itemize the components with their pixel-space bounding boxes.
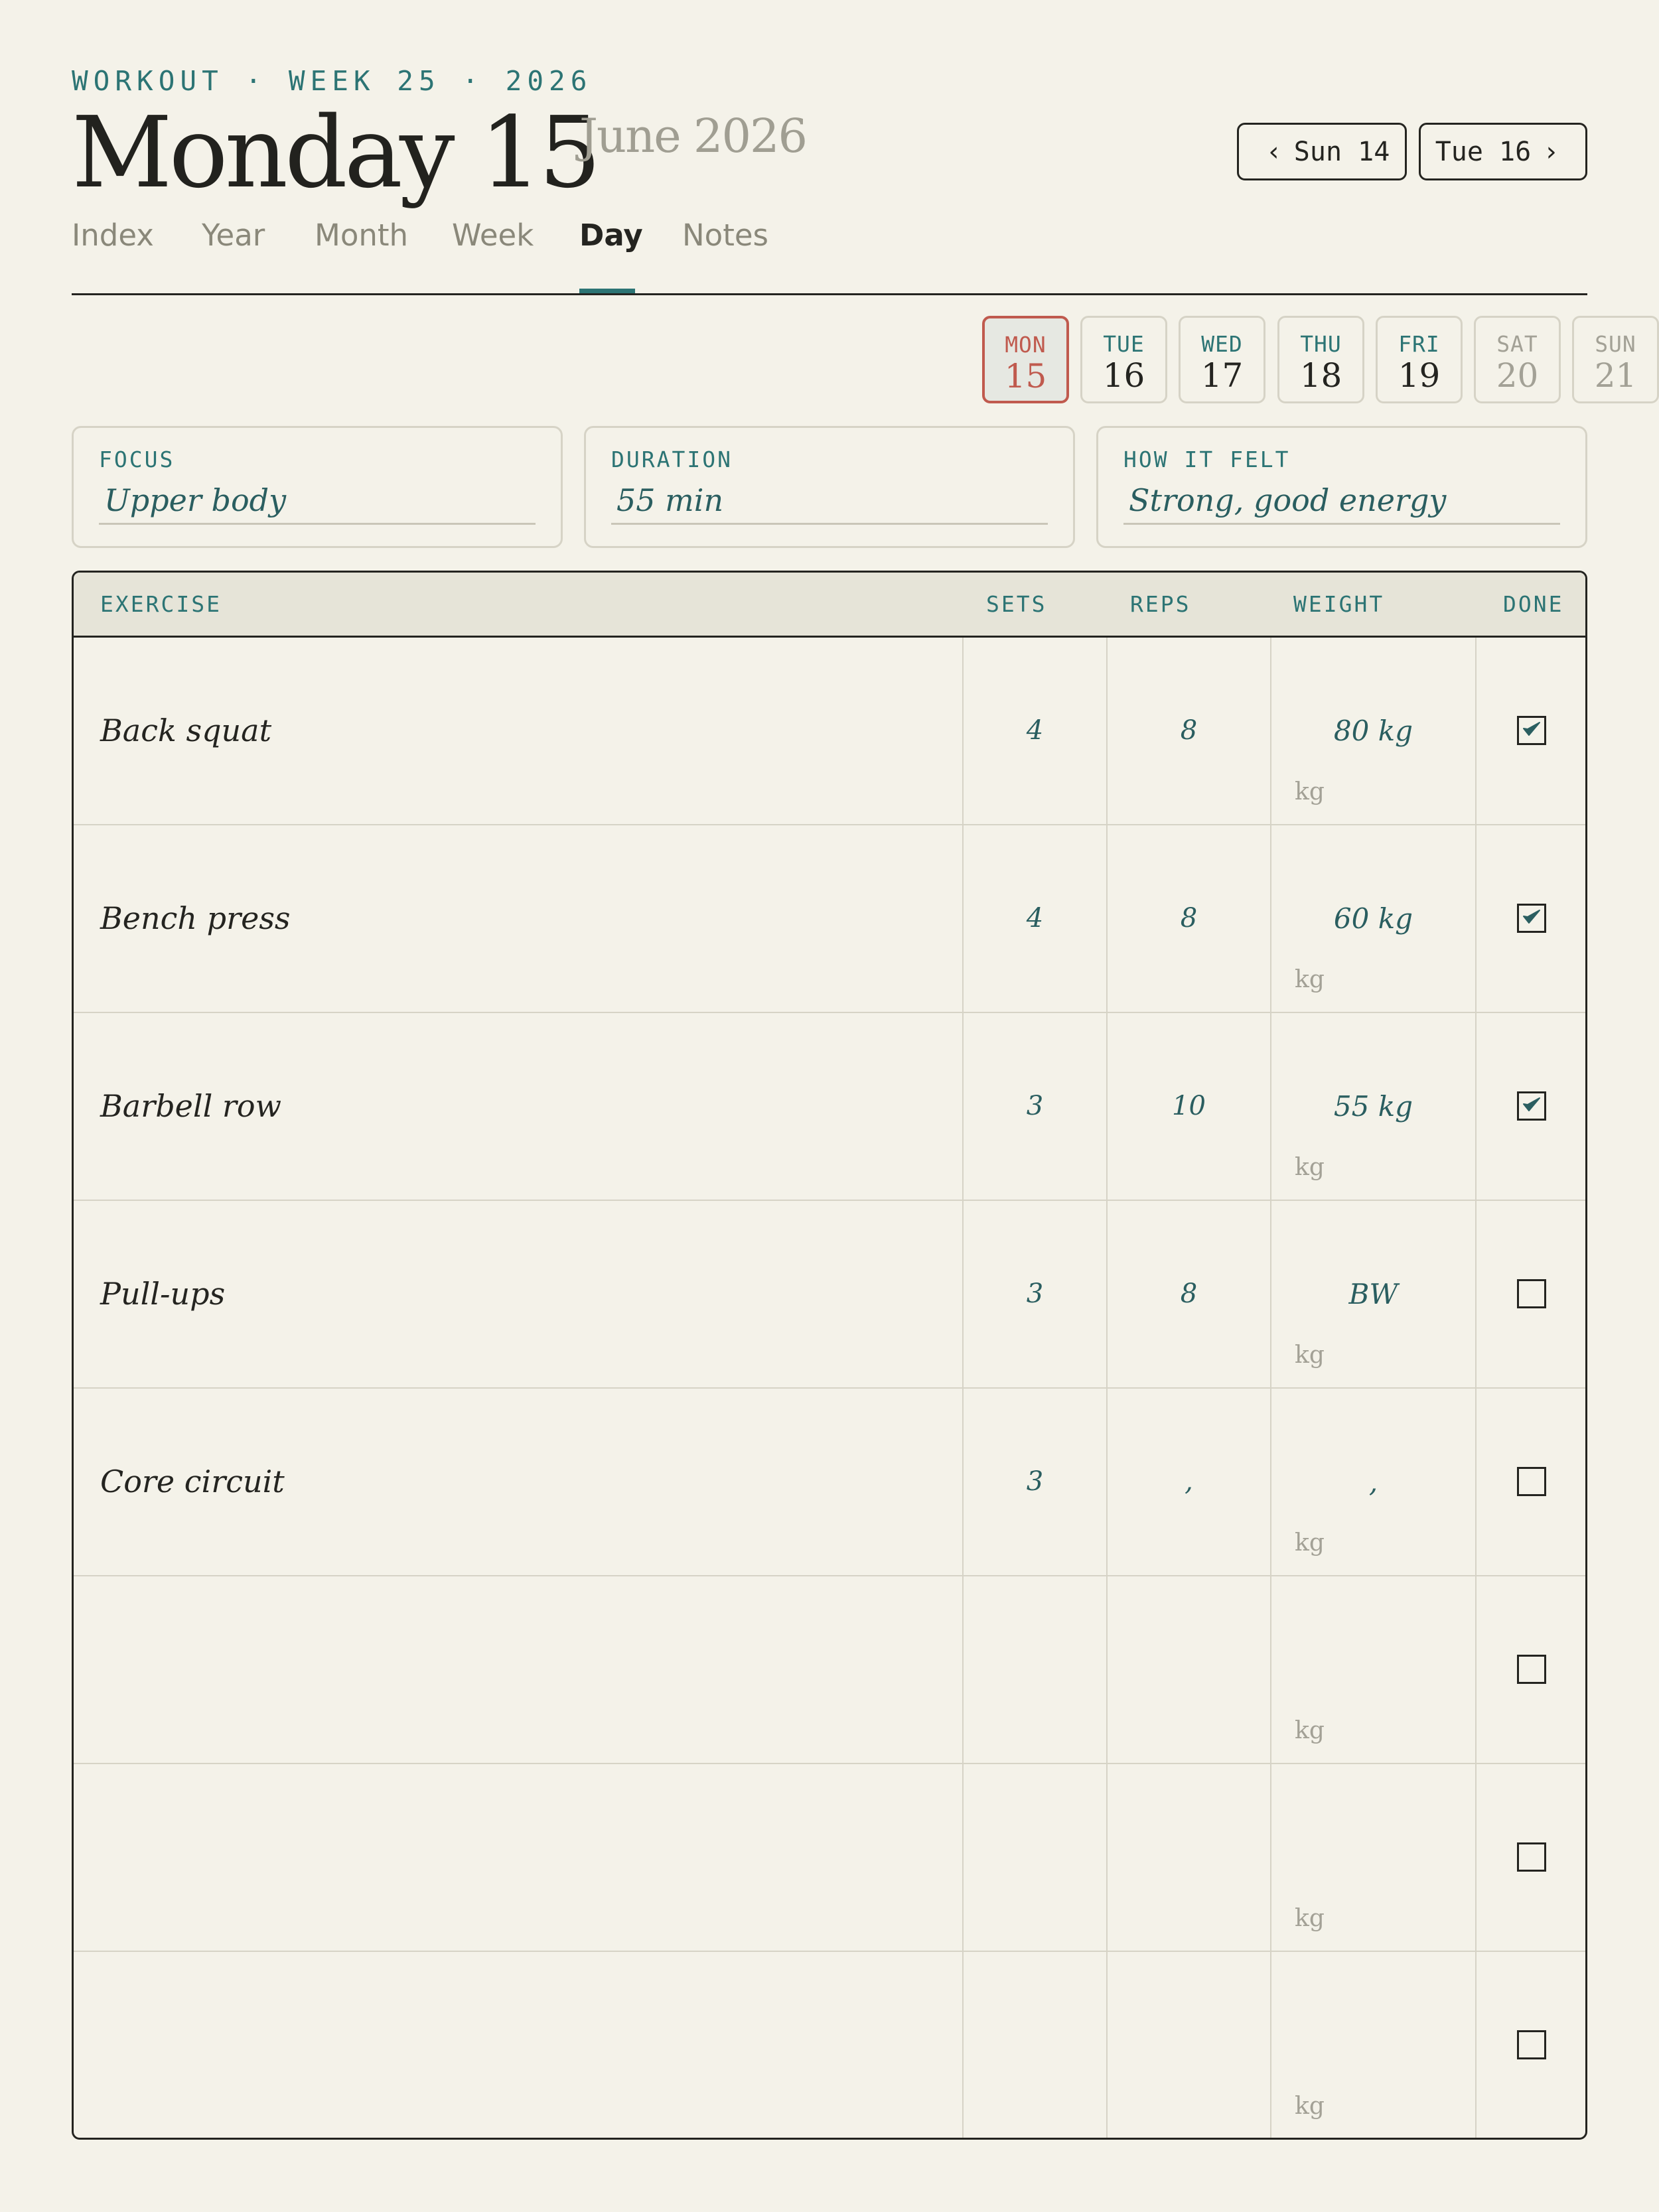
exercise-cell[interactable]: Pull-ups [100, 1276, 226, 1312]
exercise-table [72, 571, 1587, 2140]
done-checkbox-checked[interactable] [1517, 716, 1546, 745]
week-day-label: FRI [1398, 331, 1440, 357]
week-day-number: 15 [1004, 357, 1047, 395]
exercise-cell[interactable]: Bench press [100, 900, 291, 936]
focus-card [72, 426, 563, 548]
table-row [74, 1764, 1585, 1952]
week-day-label: THU [1300, 331, 1342, 357]
feeling-field[interactable]: Strong, good energy [1123, 482, 1560, 525]
header-exercise: EXERCISE [100, 591, 222, 617]
duration-card [584, 426, 1075, 548]
header-divider [72, 293, 1587, 295]
week-day-tue[interactable] [1080, 316, 1167, 403]
weight-unit-label: kg [1295, 1154, 1325, 1181]
page-kicker: WORKOUT · WEEK 25 · 2026 [72, 65, 593, 97]
done-checkbox-checked[interactable] [1517, 904, 1546, 933]
tab-notes[interactable]: Notes [682, 218, 768, 253]
duration-label: DURATION [611, 447, 733, 472]
sets-cell[interactable] [964, 1576, 1106, 1763]
week-day-label: SUN [1595, 331, 1636, 357]
weight-cell[interactable]: , [1368, 1466, 1378, 1498]
done-checkbox-checked[interactable] [1517, 1091, 1546, 1121]
week-day-mon[interactable] [982, 316, 1069, 403]
week-day-label: WED [1201, 331, 1243, 357]
week-day-label: SAT [1496, 331, 1538, 357]
chevron-left-icon: ‹ [1265, 136, 1282, 167]
sets-cell[interactable] [964, 1764, 1106, 1951]
week-day-wed[interactable] [1179, 316, 1265, 403]
header-weight: WEIGHT [1293, 591, 1385, 617]
tab-month[interactable]: Month [315, 218, 409, 253]
focus-label: FOCUS [99, 447, 175, 472]
sets-cell[interactable]: 4 [1026, 903, 1044, 933]
checkmark-icon [1522, 908, 1542, 928]
table-row [74, 1576, 1585, 1764]
done-checkbox[interactable] [1517, 2030, 1546, 2059]
next-day-button[interactable] [1419, 123, 1587, 180]
table-row [74, 1013, 1585, 1201]
week-day-label: TUE [1103, 331, 1145, 357]
weight-unit-label: kg [1295, 1342, 1325, 1369]
reps-cell[interactable]: 10 [1172, 1091, 1206, 1121]
weight-unit-label: kg [1295, 1529, 1325, 1556]
week-day-fri[interactable] [1376, 316, 1463, 403]
sets-cell[interactable]: 4 [1026, 715, 1044, 746]
week-day-sun[interactable] [1572, 316, 1659, 403]
done-checkbox[interactable] [1517, 1842, 1546, 1872]
focus-field[interactable]: Upper body [99, 482, 536, 525]
planner-page [72, 0, 1637, 2212]
weight-unit-label: kg [1295, 778, 1325, 805]
table-row [74, 1952, 1585, 2140]
week-day-number: 20 [1496, 356, 1539, 395]
prev-day-label: Sun 14 [1293, 136, 1390, 167]
week-day-number: 21 [1594, 356, 1637, 395]
sets-cell[interactable]: 3 [1026, 1466, 1044, 1497]
sets-cell[interactable]: 3 [1026, 1279, 1044, 1309]
page-subtitle: June 2026 [579, 109, 807, 163]
exercise-cell[interactable]: Core circuit [100, 1464, 285, 1499]
checkmark-icon [1522, 1096, 1542, 1116]
reps-cell[interactable] [1108, 1576, 1270, 1763]
done-checkbox[interactable] [1517, 1467, 1546, 1496]
feeling-label: HOW IT FELT [1123, 447, 1291, 472]
weight-cell[interactable]: 80 kg [1333, 715, 1413, 747]
tab-week[interactable]: Week [452, 218, 534, 253]
week-day-number: 16 [1102, 356, 1145, 395]
done-checkbox[interactable] [1517, 1279, 1546, 1308]
sets-cell[interactable] [964, 1952, 1106, 2138]
table-header [74, 573, 1585, 638]
weight-cell[interactable]: 55 kg [1333, 1090, 1413, 1123]
week-day-number: 17 [1200, 356, 1244, 395]
week-day-label: MON [1005, 332, 1046, 358]
next-day-label: Tue 16 [1435, 136, 1532, 167]
weight-cell[interactable]: BW [1348, 1278, 1398, 1310]
weight-unit-label: kg [1295, 1717, 1325, 1744]
reps-cell[interactable] [1108, 1764, 1270, 1951]
exercise-cell[interactable]: Barbell row [100, 1088, 281, 1124]
header-reps: REPS [1130, 591, 1191, 617]
table-row [74, 1389, 1585, 1576]
sets-cell[interactable]: 3 [1026, 1091, 1044, 1121]
week-day-sat[interactable] [1474, 316, 1561, 403]
done-checkbox[interactable] [1517, 1655, 1546, 1684]
table-row [74, 825, 1585, 1013]
reps-cell[interactable]: 8 [1180, 1279, 1198, 1309]
header-sets: SETS [986, 591, 1047, 617]
table-row [74, 1201, 1585, 1389]
reps-cell[interactable]: 8 [1180, 903, 1198, 933]
weight-unit-label: kg [1295, 966, 1325, 993]
week-day-number: 18 [1299, 356, 1342, 395]
reps-cell[interactable]: , [1185, 1466, 1193, 1497]
view-tabs [72, 209, 1587, 295]
weight-unit-label: kg [1295, 2093, 1325, 2120]
tab-day[interactable]: Day [579, 218, 643, 253]
table-row [74, 638, 1585, 825]
duration-field[interactable]: 55 min [611, 482, 1048, 525]
header-done: DONE [1503, 591, 1564, 617]
checkmark-icon [1522, 721, 1542, 740]
reps-cell[interactable] [1108, 1952, 1270, 2138]
chevron-right-icon: › [1543, 136, 1559, 167]
page-title: Monday 15 [72, 96, 598, 210]
feeling-card [1096, 426, 1587, 548]
week-day-thu[interactable] [1277, 316, 1364, 403]
week-day-number: 19 [1398, 356, 1441, 395]
exercise-cell[interactable]: Back squat [100, 713, 272, 748]
prev-day-button[interactable] [1237, 123, 1407, 180]
tab-index[interactable]: Index [72, 218, 154, 253]
tab-year[interactable]: Year [202, 218, 265, 253]
weight-unit-label: kg [1295, 1905, 1325, 1932]
weight-cell[interactable]: 60 kg [1333, 902, 1413, 935]
reps-cell[interactable]: 8 [1180, 715, 1198, 746]
